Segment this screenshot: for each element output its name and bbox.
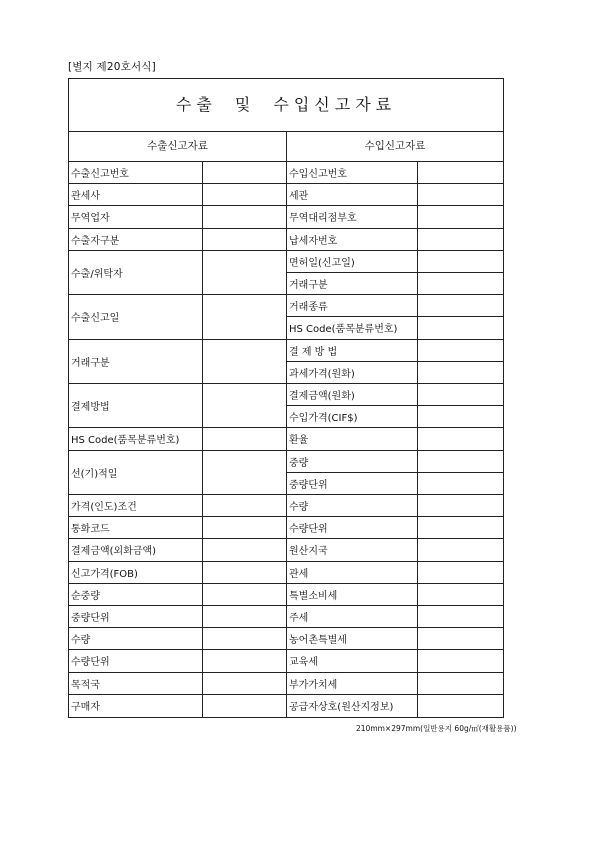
import-row-value[interactable] xyxy=(418,184,503,206)
export-row-value[interactable] xyxy=(203,517,286,539)
import-row-label: 과세가격(원화) xyxy=(287,362,417,384)
export-row-value[interactable] xyxy=(203,562,286,584)
import-row-label: 중량 xyxy=(287,451,417,473)
export-row-label: 관세사 xyxy=(69,184,202,206)
import-row-label: 결 제 방 법 xyxy=(287,340,417,362)
import-row-label: 부가가치세 xyxy=(287,673,417,695)
import-row-value[interactable] xyxy=(418,406,503,428)
import-row-value[interactable] xyxy=(418,539,503,561)
export-row-label: 순중량 xyxy=(69,584,202,606)
export-row-value[interactable] xyxy=(203,539,286,561)
export-row-label: 수량 xyxy=(69,628,202,650)
paper-size-note: 210mm×297mm(일반용지 60g/㎡(재활용품)) xyxy=(356,724,517,733)
declaration-form xyxy=(68,78,504,718)
import-row-value[interactable] xyxy=(418,628,503,650)
import-row-label: 거래구분 xyxy=(287,273,417,295)
import-row-label: 주세 xyxy=(287,606,417,628)
export-row-value[interactable] xyxy=(203,251,286,295)
import-row-label: HS Code(품목분류번호) xyxy=(287,317,417,339)
import-row-value[interactable] xyxy=(418,473,503,495)
export-row-label: 신고가격(FOB) xyxy=(69,562,202,584)
import-row-value[interactable] xyxy=(418,650,503,672)
import-row-value[interactable] xyxy=(418,384,503,406)
import-row-label: 납세자번호 xyxy=(287,229,417,251)
import-row-value[interactable] xyxy=(418,317,503,339)
import-row-value[interactable] xyxy=(418,162,503,184)
import-row-label: 중량단위 xyxy=(287,473,417,495)
export-row-label: 거래구분 xyxy=(69,340,202,384)
export-row-value[interactable] xyxy=(203,628,286,650)
export-row-label: HS Code(품목분류번호) xyxy=(69,428,202,450)
export-row-value[interactable] xyxy=(203,451,286,495)
import-column-header: 수입신고자료 xyxy=(287,132,503,162)
import-row-label: 수입신고번호 xyxy=(287,162,417,184)
export-row-label: 수량단위 xyxy=(69,650,202,672)
import-row-label: 세관 xyxy=(287,184,417,206)
export-row-label: 결제금액(외화금액) xyxy=(69,539,202,561)
export-row-label: 수출신고일 xyxy=(69,295,202,339)
export-row-value[interactable] xyxy=(203,650,286,672)
import-row-label: 무역대리점부호 xyxy=(287,206,417,228)
export-row-value[interactable] xyxy=(203,695,286,717)
export-row-label: 결제방법 xyxy=(69,384,202,428)
import-row-value[interactable] xyxy=(418,451,503,473)
export-row-label: 중량단위 xyxy=(69,606,202,628)
import-row-label: 농어촌특별세 xyxy=(287,628,417,650)
import-row-value[interactable] xyxy=(418,229,503,251)
export-row-value[interactable] xyxy=(203,584,286,606)
import-row-value[interactable] xyxy=(418,584,503,606)
import-row-value[interactable] xyxy=(418,695,503,717)
import-row-value[interactable] xyxy=(418,606,503,628)
import-row-value[interactable] xyxy=(418,428,503,450)
import-row-value[interactable] xyxy=(418,251,503,273)
import-row-value[interactable] xyxy=(418,562,503,584)
import-row-label: 교육세 xyxy=(287,650,417,672)
export-row-label: 무역업자 xyxy=(69,206,202,228)
export-row-value[interactable] xyxy=(203,295,286,339)
export-row-value[interactable] xyxy=(203,428,286,450)
export-row-value[interactable] xyxy=(203,162,286,184)
import-row-label: 면허일(신고일) xyxy=(287,251,417,273)
form-number-label: [별지 제20호서식] xyxy=(68,61,156,73)
import-row-value[interactable] xyxy=(418,673,503,695)
export-row-value[interactable] xyxy=(203,606,286,628)
export-row-value[interactable] xyxy=(203,184,286,206)
import-row-label: 관세 xyxy=(287,562,417,584)
import-row-label: 수량단위 xyxy=(287,517,417,539)
import-row-label: 특별소비세 xyxy=(287,584,417,606)
export-row-value[interactable] xyxy=(203,495,286,517)
import-row-label: 환율 xyxy=(287,428,417,450)
export-row-label: 수출자구분 xyxy=(69,229,202,251)
import-row-value[interactable] xyxy=(418,517,503,539)
export-row-label: 목적국 xyxy=(69,673,202,695)
import-row-value[interactable] xyxy=(418,295,503,317)
export-row-label: 구매자 xyxy=(71,702,100,714)
export-column-header: 수출신고자료 xyxy=(69,132,286,162)
export-row-value[interactable] xyxy=(203,673,286,695)
export-row-value[interactable] xyxy=(203,384,286,428)
import-row-value[interactable] xyxy=(418,206,503,228)
export-row-label: 가격(인도)조건 xyxy=(69,495,202,517)
import-row-label: 공급자상호(원산지정보) xyxy=(289,702,394,714)
import-row-label: 거래종류 xyxy=(287,295,417,317)
export-row-label: 수출/위탁자 xyxy=(69,251,202,295)
import-row-value[interactable] xyxy=(418,495,503,517)
import-row-label: 수입가격(CIF$) xyxy=(287,406,417,428)
import-row-label: 원산지국 xyxy=(287,539,417,561)
import-row-value[interactable] xyxy=(418,340,503,362)
export-row-value[interactable] xyxy=(203,340,286,384)
import-row-value[interactable] xyxy=(418,362,503,384)
export-row-label: 선(기)적일 xyxy=(69,451,202,495)
export-row-value[interactable] xyxy=(203,206,286,228)
import-row-label: 결제금액(원화) xyxy=(287,384,417,406)
import-row-label: 수량 xyxy=(287,495,417,517)
export-row-value[interactable] xyxy=(203,229,286,251)
form-title: 수출 및 수입신고자료 xyxy=(69,79,503,132)
export-row-label: 통화코드 xyxy=(69,517,202,539)
import-row-value[interactable] xyxy=(418,273,503,295)
export-row-label: 수출신고번호 xyxy=(69,162,202,184)
